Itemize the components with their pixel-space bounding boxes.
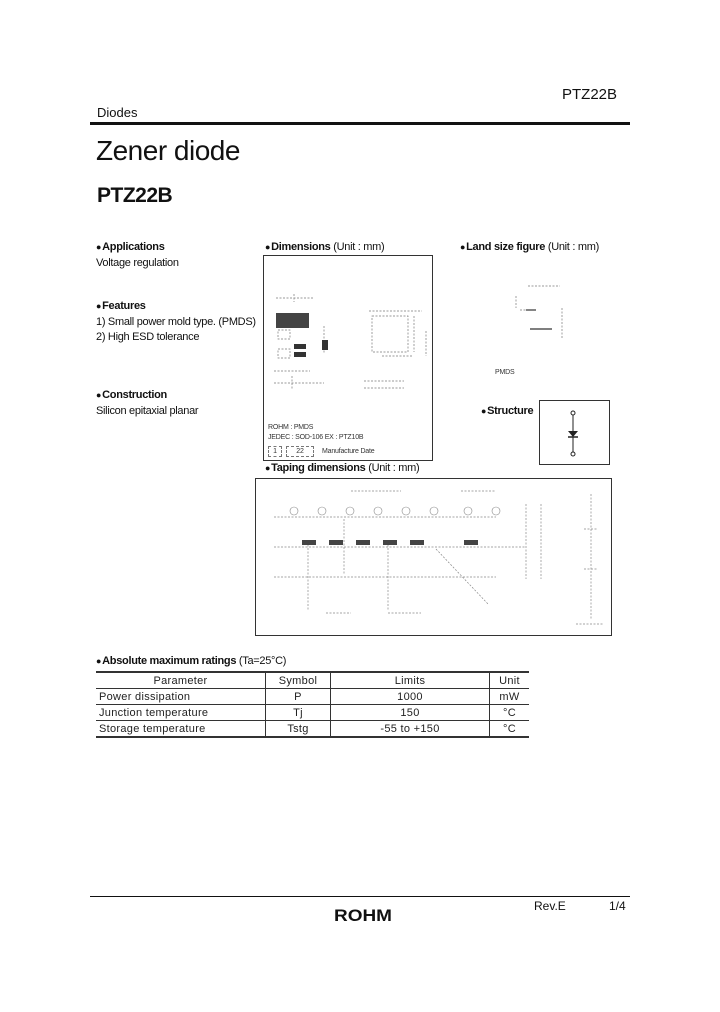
revision-label: Rev.E: [534, 899, 566, 913]
column-header: Parameter: [96, 672, 266, 689]
construction-text: Silicon epitaxial planar: [96, 405, 199, 417]
table-cell: 150: [331, 705, 490, 721]
bullet-icon: ●: [96, 656, 102, 666]
table-header-row: [96, 672, 529, 689]
mark-box: 22: [286, 446, 314, 457]
applications-heading: ●Applications: [96, 241, 165, 253]
package-line: ROHM : PMDS: [268, 424, 314, 431]
bullet-icon: ●: [265, 242, 271, 252]
column-header: Symbol: [266, 672, 331, 689]
page-number: 1/4: [609, 899, 626, 913]
land-size-heading: ●Land size figure (Unit : mm): [460, 241, 599, 253]
category-label: Diodes: [97, 105, 138, 120]
table-cell: Power dissipation: [96, 689, 266, 705]
header-part-number: PTZ22B: [562, 86, 618, 103]
table-row: [96, 689, 529, 705]
table-cell: °C: [490, 721, 530, 738]
page-title: Zener diode: [96, 135, 240, 166]
table-cell: -55 to +150: [331, 721, 490, 738]
table-cell: 1000: [331, 689, 490, 705]
bullet-icon: ●: [96, 390, 102, 400]
mark-box: 1: [268, 446, 282, 457]
column-header: Limits: [331, 672, 490, 689]
feature-item: 1) Small power mold type. (PMDS): [96, 316, 256, 328]
ratings-table: [96, 671, 529, 738]
footer-rule: [90, 896, 630, 897]
bullet-icon: ●: [96, 242, 102, 252]
land-size-drawing: [500, 268, 590, 353]
dimensions-heading: ●Dimensions (Unit : mm): [265, 241, 385, 253]
land-package-label: PMDS: [495, 369, 515, 376]
table-cell: Tstg: [266, 721, 331, 738]
table-row: [96, 705, 529, 721]
header-rule: [90, 122, 630, 125]
taping-heading: ●Taping dimensions (Unit : mm): [265, 462, 420, 474]
table-cell: P: [266, 689, 331, 705]
bullet-icon: ●: [265, 463, 271, 473]
table-cell: Tj: [266, 705, 331, 721]
table-cell: °C: [490, 705, 530, 721]
table-cell: Storage temperature: [96, 721, 266, 738]
bullet-icon: ●: [481, 406, 487, 416]
bullet-icon: ●: [460, 242, 466, 252]
table-cell: mW: [490, 689, 530, 705]
dimensions-drawing-box: [263, 255, 433, 461]
taping-drawing: [256, 479, 611, 635]
features-heading: ●Features: [96, 300, 146, 312]
bullet-icon: ●: [96, 301, 102, 311]
feature-item: 2) High ESD tolerance: [96, 331, 200, 343]
dimensions-drawing: [264, 256, 432, 426]
part-number-heading: PTZ22B: [97, 184, 173, 207]
table-cell: Junction temperature: [96, 705, 266, 721]
structure-heading: ●Structure: [481, 405, 534, 417]
package-line: JEDEC : SOD-106 EX : PTZ10B: [268, 434, 364, 441]
rohm-logo: [334, 906, 394, 924]
construction-heading: ●Construction: [96, 389, 167, 401]
taping-drawing-box: [255, 478, 612, 636]
features-list: [96, 315, 256, 345]
table-row: [96, 721, 529, 738]
column-header: Unit: [490, 672, 530, 689]
applications-text: Voltage regulation: [96, 257, 179, 269]
ratings-heading: ●Absolute maximum ratings (Ta=25°C): [96, 655, 287, 667]
svg-text:ROHM: ROHM: [334, 906, 392, 924]
zener-diode-symbol-icon: [540, 401, 609, 464]
manufacture-date-label: Manufacture Date: [322, 448, 375, 455]
structure-box: [539, 400, 610, 465]
